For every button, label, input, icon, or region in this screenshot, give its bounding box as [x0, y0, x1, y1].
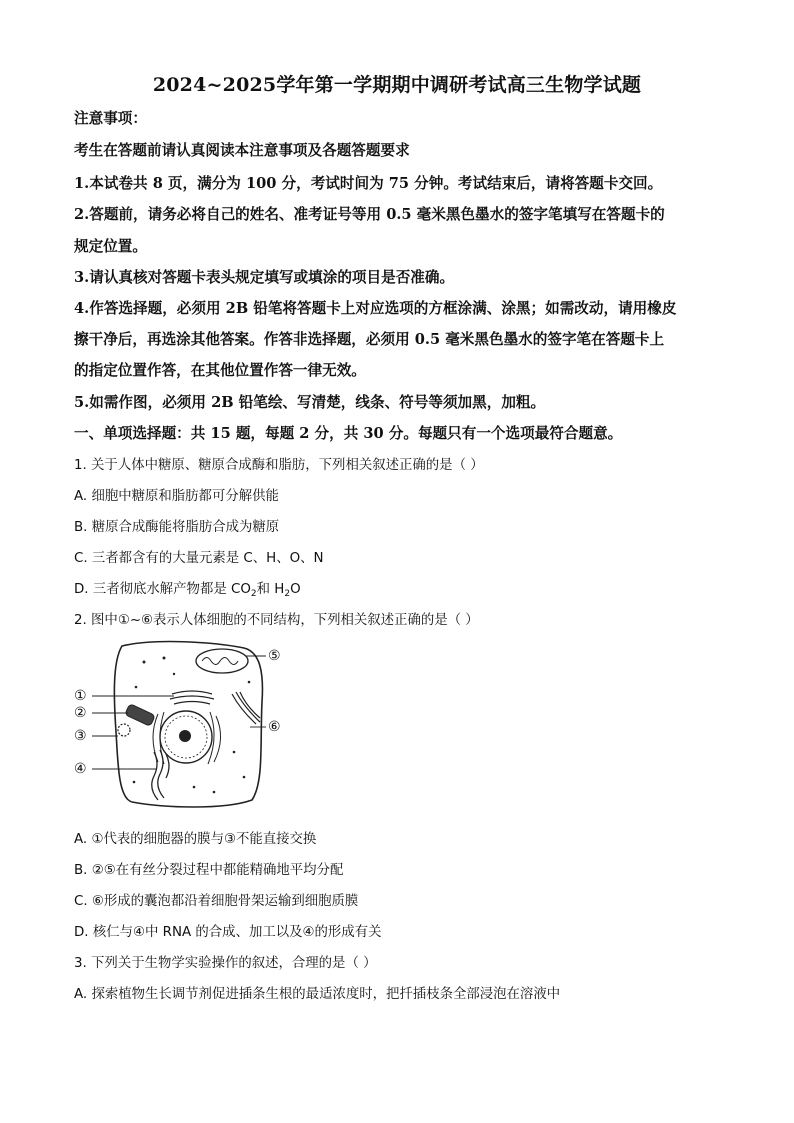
- label-4: ④: [74, 761, 87, 777]
- notice-item-2: 2.答题前，请务必将自己的姓名、准考证号等用 0.5 毫米黑色墨水的签字笔填写在答题卡的: [74, 206, 665, 223]
- notice-heading: 注意事项：: [74, 110, 147, 127]
- label-3: ③: [74, 728, 87, 744]
- q2-option-a: A. ①代表的细胞器的膜与③不能直接交换: [74, 832, 317, 847]
- q3-stem: 3. 下列关于生物学实验操作的叙述，合理的是（ ）: [74, 956, 377, 971]
- notice-item-1: 1.本试卷共 8 页，满分为 100 分，考试时间为 75 分钟。考试结束后，请将答题卡交回。: [74, 175, 663, 192]
- q2-stem: 2. 图中①~⑥表示人体细胞的不同结构，下列相关叙述正确的是（ ）: [74, 613, 479, 628]
- notice-item-2-cont: 规定位置。: [74, 238, 147, 255]
- label-2: ②: [74, 705, 87, 721]
- cell-diagram: [74, 632, 294, 812]
- label-5: ⑤: [268, 648, 281, 664]
- section-heading: 一、单项选择题：共 15 题，每题 2 分，共 30 分。每题只有一个选项最符合题意。: [74, 425, 623, 442]
- q2-option-b: B. ②⑤在有丝分裂过程中都能精确地平均分配: [74, 863, 344, 878]
- q1-option-c: C. 三者都含有的大量元素是 C、H、O、N: [74, 551, 324, 566]
- notice-item-3: 3.请认真核对答题卡表头规定填写或填涂的项目是否准确。: [74, 269, 455, 286]
- notice-intro: 考生在答题前请认真阅读本注意事项及各题答题要求: [74, 142, 410, 159]
- notice-item-4-cont1: 擦干净后，再选涂其他答案。作答非选择题，必须用 0.5 毫米黑色墨水的签字笔在答题卡上: [74, 331, 665, 348]
- notice-item-4: 4.作答选择题，必须用 2B 铅笔将答题卡上对应选项的方框涂满、涂黑；如需改动，请用橡皮: [74, 300, 677, 317]
- q1-option-a: A. 细胞中糖原和脂肪都可分解供能: [74, 489, 279, 504]
- q2-option-c: C. ⑥形成的囊泡都沿着细胞骨架运输到细胞质膜: [74, 894, 359, 909]
- q2-option-d: D. 核仁与④中 RNA 的合成、加工以及④的形成有关: [74, 925, 382, 940]
- label-6: ⑥: [268, 719, 281, 735]
- notice-item-5: 5.如需作图，必须用 2B 铅笔绘、写清楚，线条、符号等须加黑，加粗。: [74, 394, 546, 411]
- label-1: ①: [74, 688, 87, 704]
- q1-option-d: D. 三者彻底水解产物都是 $CO_2$和 $H_2O$: [74, 582, 301, 599]
- q1-stem: 1. 关于人体中糖原、糖原合成酶和脂肪，下列相关叙述正确的是（ ）: [74, 458, 484, 473]
- q3-option-a: A. 探索植物生长调节剂促进插条生根的最适浓度时，把扦插枝条全部浸泡在溶液中: [74, 987, 561, 1002]
- exam-title: 2024~2025学年第一学期期中调研考试高三生物学试题: [152, 74, 642, 96]
- q1-option-b: B. 糖原合成酶能将脂肪合成为糖原: [74, 520, 280, 535]
- notice-item-4-cont2: 的指定位置作答，在其他位置作答一律无效。: [74, 362, 366, 379]
